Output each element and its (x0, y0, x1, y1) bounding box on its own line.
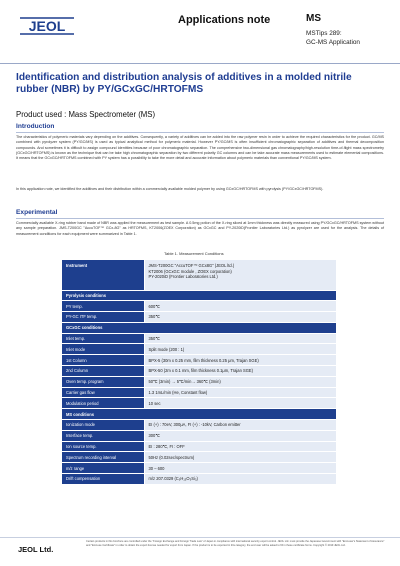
inlet-temp-value: 350℃ (144, 333, 336, 344)
mstips-number: MSTips 289: (306, 30, 342, 37)
oven-program-value: 50℃ (3min) → 5℃/min→ 360℃ (3min) (144, 376, 336, 387)
ms-label: MS (306, 13, 321, 24)
py-temp-label: PY temp. (62, 301, 144, 312)
drift-compensation-label: Drift compensation (62, 474, 144, 485)
ionization-mode-label: Ionization mode (62, 420, 144, 431)
table-row (62, 430, 336, 441)
modulation-period-value: 10 sec (144, 398, 336, 409)
mstips-label (306, 29, 360, 47)
introduction-heading: Introduction (16, 123, 55, 130)
inlet-mode-label: Inlet mode (62, 344, 144, 355)
interface-temp-label: Interface temp. (62, 430, 144, 441)
export-disclaimer (86, 540, 386, 547)
spectrum-interval-label: Spectrum recording interval (62, 452, 144, 463)
mstips-category: GC-MS Application (306, 39, 360, 46)
table-row (62, 333, 336, 344)
table-section-row (62, 322, 336, 333)
table-section-row (62, 409, 336, 420)
table-row (62, 441, 336, 452)
table-row (62, 387, 336, 398)
table-row (62, 312, 336, 323)
table-section-row (62, 290, 336, 301)
instrument-value-line: KT2006 (GCxGC module , ZOEX corporation) (148, 268, 232, 274)
pyrolysis-conditions-heading: Pyrolysis conditions (62, 290, 336, 301)
instrument-value-line: PY-2020iD (Frontier Laboratories Ltd.) (148, 274, 218, 279)
instrument-value-line: JMS-T200GC "AccuTOF™ GCx8G" (JEOL ltd.) (148, 263, 235, 268)
experimental-paragraph: Commercially available X-ring rubber band made of NBR was applied the measurement as test sample. A 0.5mg potion of the X-ring sliced at 1mm thickness was directly measured using PY/GCxGC/HRTOFMS system without any sample preparation. JMS-T200GC "AccuTOF™ GCx-8G" as HRTOFMS, KT2006(ZOEX Corporation) as GCxGC and PY-2020iD(Frontier Laboratories Ltd.) as pyrolyzer are used for the analysis. The details of measurement conditions for each equipment were summarized in Table 1. (16, 221, 384, 236)
copyright-text: Copyright © 2019 JEOL Ltd. (313, 543, 346, 547)
table-row (62, 452, 336, 463)
introduction-divider (16, 132, 384, 133)
ms-conditions-heading: MS conditions (62, 409, 336, 420)
experimental-heading: Experimental (16, 209, 58, 216)
second-column-value: BPX-50 (2m x 0.1 mm, film thickness 0.1μm, Trajan SGE) (144, 366, 336, 377)
logo-text: JEOL (28, 18, 66, 34)
ion-source-temp-value: EI : 280℃, FI : OFF (144, 441, 336, 452)
product-used: Product used : Mass Spectrometer (MS) (16, 110, 156, 119)
table-row (62, 398, 336, 409)
table-caption: Table 1. Measurement Conditions (164, 251, 224, 256)
table-row (62, 463, 336, 474)
disclaimer-text: Certain products in this brochure are controlled under the "Foreign Exchange and Foreign Trade Law" of Japan in compliance with international security export control. JEOL Ltd. must provide the Japanese Government with "End-user's Statement of Assurance" and "End-use Certificate" in order to obtain the export license needed for export from Japan. If the product is to be exported in this category, the end user will be asked to fill in these certificate forms. (86, 540, 385, 547)
interface-temp-value: 300℃ (144, 430, 336, 441)
carrier-gas-label: Carrier gas flow (62, 387, 144, 398)
ion-source-temp-label: Ion source temp. (62, 441, 144, 452)
drift-compensation-value: m/z 207.0329 (C₅H₁₅O₃Si₃) (144, 474, 336, 485)
footer-divider (0, 537, 400, 538)
carrier-gas-value: 1.3 1mL/min (He, Constant flow) (144, 387, 336, 398)
document-title: Identification and distribution analysis of additives in a molded nitrile rubber (NBR) by PY/GCxGC/HRTOFMS (16, 72, 352, 95)
first-column-value: BPX-5 (30m x 0.25 mm, film thickness 0.25 μm, Trajan SGE) (144, 355, 336, 366)
introduction-paragraph-1: The characteristics of polymeric materials vary depending on the additives. Consequently, a variety of additives can be added into the raw polymer resin in order to achieve the required characteristics for the product. GC/MS combined with pyrolyzer system (PY/GC/MS) is used as typical analytical method for polymeric material. However PY/GC/MS is often insufficient chromatographic separation of additives and thermal decomposition compounds. And sometimes it is difficult to assign compound identities because of poor chromatographic separation. The comprehensive two-dimensional gas chromatography/high-resolution time-of-flight mass spectrometry (GCxGC/HRTOFMS) is known as the technique that can be take high chromatographic separation by two different polarity GC columns and can be take accurate mass measurements used to estimate elemental compositions. It means that the GCxGC/HRTOFMS combined with PY system has a possibility to take the more detail and accurate information about polymeric materials than conventional PY/GC/MS system. (16, 135, 384, 161)
introduction-paragraph-2: In this application note, we identified the additives and their distribution within a commercially available molded polymer by using GCxGC/HRTOFMS with pyrolysis (PY/GCxGC/HRTOFMS). (16, 187, 324, 191)
table-row (62, 376, 336, 387)
spectrum-interval-value: 50Hz (0.02sec/spectrum) (144, 452, 336, 463)
experimental-divider (16, 218, 384, 219)
table-row (62, 260, 336, 290)
header-divider (0, 63, 400, 64)
inlet-mode-value: Split mode (200 : 1) (144, 344, 336, 355)
py-itf-label: PY-GC ITF temp. (62, 312, 144, 323)
table-row (62, 344, 336, 355)
applications-note-label: Applications note (178, 14, 271, 26)
mz-range-label: m/z range (62, 463, 144, 474)
py-itf-value: 350℃ (144, 312, 336, 323)
company-name: JEOL Ltd. (18, 545, 54, 554)
gcxgc-conditions-heading: GCxGC conditions (62, 322, 336, 333)
table-row (62, 366, 336, 377)
table-row (62, 474, 336, 485)
measurement-conditions-table (62, 260, 336, 485)
ionization-mode-value: EI (+) : 70eV, 300μA, FI (+) : -10kV, Carbon emitter (144, 420, 336, 431)
oven-program-label: Oven temp. program (62, 376, 144, 387)
first-column-label: 1st Column (62, 355, 144, 366)
table-row (62, 301, 336, 312)
table-row (62, 420, 336, 431)
modulation-period-label: Modulation period (62, 398, 144, 409)
inlet-temp-label: Inlet temp. (62, 333, 144, 344)
second-column-label: 2nd Column (62, 366, 144, 377)
table-row (62, 355, 336, 366)
mz-range-value: 30 – 600 (144, 463, 336, 474)
instrument-label: Instrument (62, 260, 144, 290)
instrument-value (144, 260, 336, 290)
jeol-logo (18, 14, 76, 38)
py-temp-value: 600℃ (144, 301, 336, 312)
